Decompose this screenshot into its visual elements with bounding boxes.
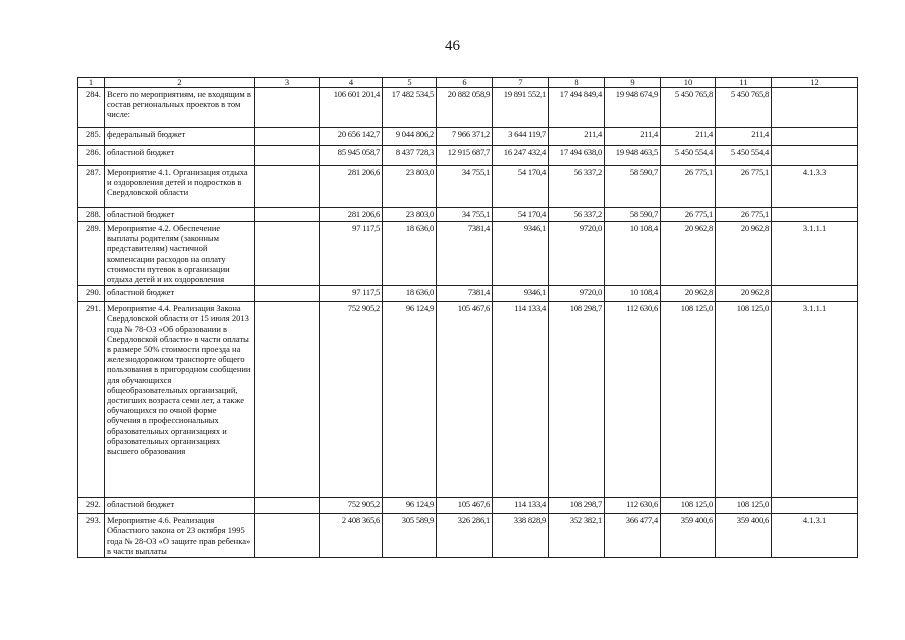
row-value: 3 644 119,7	[493, 128, 549, 146]
row-value: 12 915 687,7	[437, 146, 493, 166]
row-name: Мероприятие 4.6. Реализация Областного закона от 23 октября 1995 года № 28-ОЗ «О защите прав ребенка» в части выплаты	[105, 514, 255, 558]
row-value: 108 125,0	[661, 302, 716, 498]
row-value: 352 382,1	[549, 514, 605, 558]
row-target-code	[772, 146, 858, 166]
row-value: 114 133,4	[493, 498, 549, 514]
row-value: 97 117,5	[320, 222, 383, 286]
row-name: областной бюджет	[105, 208, 255, 222]
row-value: 9346,1	[493, 286, 549, 302]
row-value: 359 400,6	[716, 514, 772, 558]
row-value: 10 108,4	[605, 222, 661, 286]
row-value: 19 891 552,1	[493, 88, 549, 128]
row-target-code: 3.1.1.1	[772, 302, 858, 498]
row-value: 26 775,1	[716, 208, 772, 222]
row-value: 211,4	[605, 128, 661, 146]
column-number-7: 7	[493, 78, 549, 88]
table-row	[78, 286, 858, 302]
row-value: 34 755,1	[437, 208, 493, 222]
column-number-1: 1	[78, 78, 105, 88]
row-value: 18 636,0	[383, 222, 437, 286]
row-target-code	[772, 128, 858, 146]
row-col3	[255, 88, 320, 128]
row-value: 20 962,8	[661, 286, 716, 302]
table-row	[78, 166, 858, 208]
row-value: 105 467,6	[437, 302, 493, 498]
row-name: областной бюджет	[105, 286, 255, 302]
row-index: 286.	[78, 146, 105, 166]
row-value: 54 170,4	[493, 166, 549, 208]
table-row	[78, 208, 858, 222]
row-value: 338 828,9	[493, 514, 549, 558]
row-value: 97 117,5	[320, 286, 383, 302]
row-value: 23 803,0	[383, 166, 437, 208]
row-value: 17 494 638,0	[549, 146, 605, 166]
row-value: 17 482 534,5	[383, 88, 437, 128]
row-value: 20 962,8	[661, 222, 716, 286]
row-value: 56 337,2	[549, 166, 605, 208]
row-value: 85 945 058,7	[320, 146, 383, 166]
row-target-code	[772, 208, 858, 222]
column-number-11: 11	[716, 78, 772, 88]
row-value: 17 494 849,4	[549, 88, 605, 128]
row-index: 284.	[78, 88, 105, 128]
row-index: 285.	[78, 128, 105, 146]
row-value: 18 636,0	[383, 286, 437, 302]
row-col3	[255, 222, 320, 286]
row-value: 108 125,0	[716, 498, 772, 514]
row-col3	[255, 128, 320, 146]
row-index: 287.	[78, 166, 105, 208]
row-target-code	[772, 88, 858, 128]
row-index: 289.	[78, 222, 105, 286]
row-value: 2 408 365,6	[320, 514, 383, 558]
row-index: 290.	[78, 286, 105, 302]
row-value: 281 206,6	[320, 166, 383, 208]
row-value: 5 450 554,4	[661, 146, 716, 166]
row-col3	[255, 302, 320, 498]
row-index: 292.	[78, 498, 105, 514]
row-value: 752 905,2	[320, 302, 383, 498]
table-row	[78, 222, 858, 286]
row-value: 108 125,0	[661, 498, 716, 514]
row-value: 20 656 142,7	[320, 128, 383, 146]
row-index: 288.	[78, 208, 105, 222]
row-value: 5 450 765,8	[661, 88, 716, 128]
row-value: 7 966 371,2	[437, 128, 493, 146]
table-row	[78, 498, 858, 514]
table-row	[78, 302, 858, 498]
table-row	[78, 128, 858, 146]
row-value: 359 400,6	[661, 514, 716, 558]
row-value: 305 589,9	[383, 514, 437, 558]
row-value: 211,4	[549, 128, 605, 146]
row-value: 108 298,7	[549, 498, 605, 514]
row-col3	[255, 208, 320, 222]
column-number-12: 12	[772, 78, 858, 88]
row-target-code: 3.1.1.1	[772, 222, 858, 286]
row-value: 752 905,2	[320, 498, 383, 514]
row-value: 112 630,6	[605, 498, 661, 514]
row-value: 114 133,4	[493, 302, 549, 498]
table-row	[78, 88, 858, 128]
row-col3	[255, 514, 320, 558]
column-number-8: 8	[549, 78, 605, 88]
row-value: 58 590,7	[605, 208, 661, 222]
row-value: 56 337,2	[549, 208, 605, 222]
table-row	[78, 146, 858, 166]
column-number-2: 2	[105, 78, 255, 88]
row-value: 16 247 432,4	[493, 146, 549, 166]
row-col3	[255, 166, 320, 208]
row-col3	[255, 498, 320, 514]
row-index: 293.	[78, 514, 105, 558]
row-value: 5 450 554,4	[716, 146, 772, 166]
row-name: федеральный бюджет	[105, 128, 255, 146]
row-value: 366 477,4	[605, 514, 661, 558]
row-value: 20 882 058,9	[437, 88, 493, 128]
row-value: 20 962,8	[716, 286, 772, 302]
row-value: 5 450 765,8	[716, 88, 772, 128]
row-value: 19 948 674,9	[605, 88, 661, 128]
row-name: областной бюджет	[105, 498, 255, 514]
row-name: областной бюджет	[105, 146, 255, 166]
column-number-3: 3	[255, 78, 320, 88]
row-value: 112 630,6	[605, 302, 661, 498]
column-number-5: 5	[383, 78, 437, 88]
row-value: 326 286,1	[437, 514, 493, 558]
column-number-row	[78, 78, 858, 88]
row-col3	[255, 146, 320, 166]
row-value: 211,4	[661, 128, 716, 146]
column-number-9: 9	[605, 78, 661, 88]
row-value: 10 108,4	[605, 286, 661, 302]
row-value: 7381,4	[437, 222, 493, 286]
row-value: 108 125,0	[716, 302, 772, 498]
row-value: 9 044 806,2	[383, 128, 437, 146]
row-name: Мероприятие 4.2. Обеспечение выплаты родителям (законным представителям) частичной компенсации расходов на оплату стоимости путевок в организации отдыха детей и их оздоровления	[105, 222, 255, 286]
budget-table	[77, 77, 858, 558]
row-value: 9720,0	[549, 286, 605, 302]
row-value: 26 775,1	[661, 208, 716, 222]
row-value: 7381,4	[437, 286, 493, 302]
row-name: Мероприятие 4.4. Реализация Закона Свердловской области от 15 июля 2013 года № 78-ОЗ «Об образовании в Свердловской области» в части оплаты в размере 50% стоимости проезда на железнодорожном транспорте общего пользования в пригородном сообщении для обучающихся общеобразовательных организаций, достигших возраста семи лет, а также обучающихся по очной форме обучения в профессиональных образовательных организациях и образовательных организациях высшего образования	[105, 302, 255, 498]
column-number-4: 4	[320, 78, 383, 88]
row-value: 281 206,6	[320, 208, 383, 222]
row-value: 23 803,0	[383, 208, 437, 222]
row-value: 211,4	[716, 128, 772, 146]
row-value: 8 437 728,3	[383, 146, 437, 166]
row-target-code	[772, 286, 858, 302]
row-index: 291.	[78, 302, 105, 498]
column-number-6: 6	[437, 78, 493, 88]
row-value: 96 124,9	[383, 498, 437, 514]
row-target-code	[772, 498, 858, 514]
row-value: 26 775,1	[716, 166, 772, 208]
row-value: 108 298,7	[549, 302, 605, 498]
row-value: 34 755,1	[437, 166, 493, 208]
row-value: 106 601 201,4	[320, 88, 383, 128]
row-value: 54 170,4	[493, 208, 549, 222]
row-target-code: 4.1.3.3	[772, 166, 858, 208]
row-value: 96 124,9	[383, 302, 437, 498]
row-value: 26 775,1	[661, 166, 716, 208]
row-value: 19 948 463,5	[605, 146, 661, 166]
row-value: 9720,0	[549, 222, 605, 286]
page-number: 46	[445, 38, 460, 54]
row-value: 105 467,6	[437, 498, 493, 514]
table-row	[78, 514, 858, 558]
row-value: 58 590,7	[605, 166, 661, 208]
row-col3	[255, 286, 320, 302]
row-name: Всего по мероприятиям, не входящим в состав региональных проектов в том числе:	[105, 88, 255, 128]
row-name: Мероприятие 4.1. Организация отдыха и оздоровления детей и подростков в Свердловской области	[105, 166, 255, 208]
row-target-code: 4.1.3.1	[772, 514, 858, 558]
row-value: 9346,1	[493, 222, 549, 286]
column-number-10: 10	[661, 78, 716, 88]
row-value: 20 962,8	[716, 222, 772, 286]
